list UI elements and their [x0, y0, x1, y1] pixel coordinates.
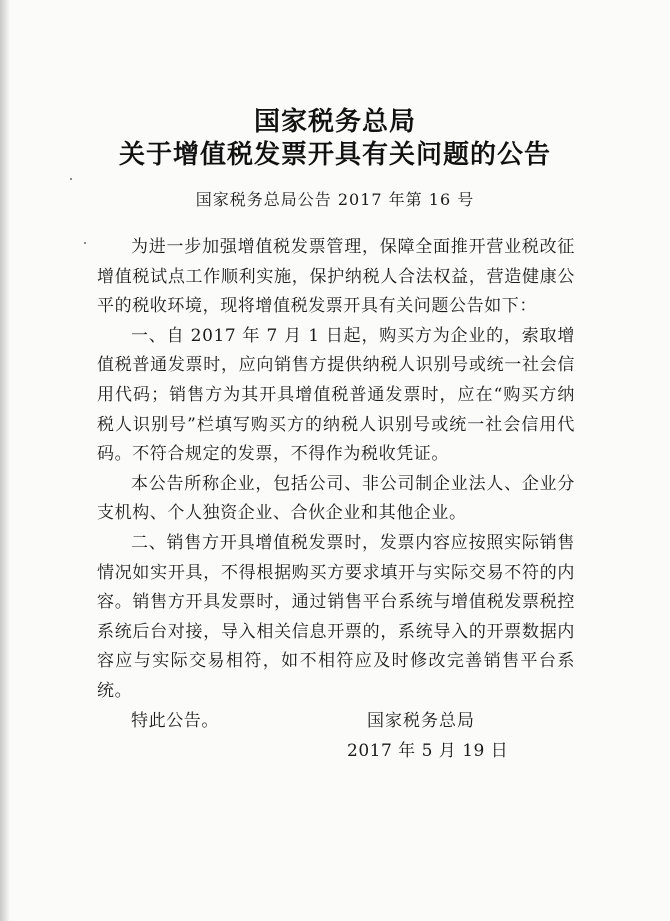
scan-speck	[84, 242, 86, 244]
document-body	[97, 233, 575, 736]
paragraph-article-2: 二、销售方开具增值税发票时，发票内容应按照实际销售情况如实开具，不得根据购买方要求填开与实际交易不符的内容。销售方开具发票时，通过销售平台系统与增值税发票税控系统后台对接，导入相关信息开票的，系统导入的开票数据内容应与实际交易相符，如不相符应及时修改完善销售平台系统。	[97, 532, 575, 701]
paragraph-enterprise-definition: 本公告所称企业，包括公司、非公司制企业法人、企业分支机构、个人独资企业、合伙企业和其他企业。	[97, 473, 575, 524]
signature-date: 2017 年 5 月 19 日	[347, 741, 509, 761]
scan-speck	[70, 178, 72, 180]
paragraph-intro: 为进一步加强增值税发票管理，保障全面推开营业税改征增值税试点工作顺利实施，保护纳税人合法权益，营造健康公平的税收环境，现将增值税发票开具有关问题公告如下：	[97, 237, 575, 317]
document-title-line2: 关于增值税发票开具有关问题的公告	[118, 140, 551, 170]
document-number: 国家税务总局公告 2017 年第 16 号	[195, 190, 475, 209]
paragraph-closing: 特此公告。	[131, 710, 219, 731]
paragraph-article-1: 一、自 2017 年 7 月 1 日起，购买方为企业的，索取增值税普通发票时，应向销售方提供纳税人识别号或统一社会信用代码；销售方为其开具增值税普通发票时，应在“购买方纳税人识别号”栏填写购买方的纳税人识别号或统一社会信用代码。不符合规定的发票，不得作为税收凭证。	[97, 325, 575, 465]
signature-organization: 国家税务总局	[367, 711, 475, 731]
document-title-line1: 国家税务总局	[253, 107, 416, 137]
